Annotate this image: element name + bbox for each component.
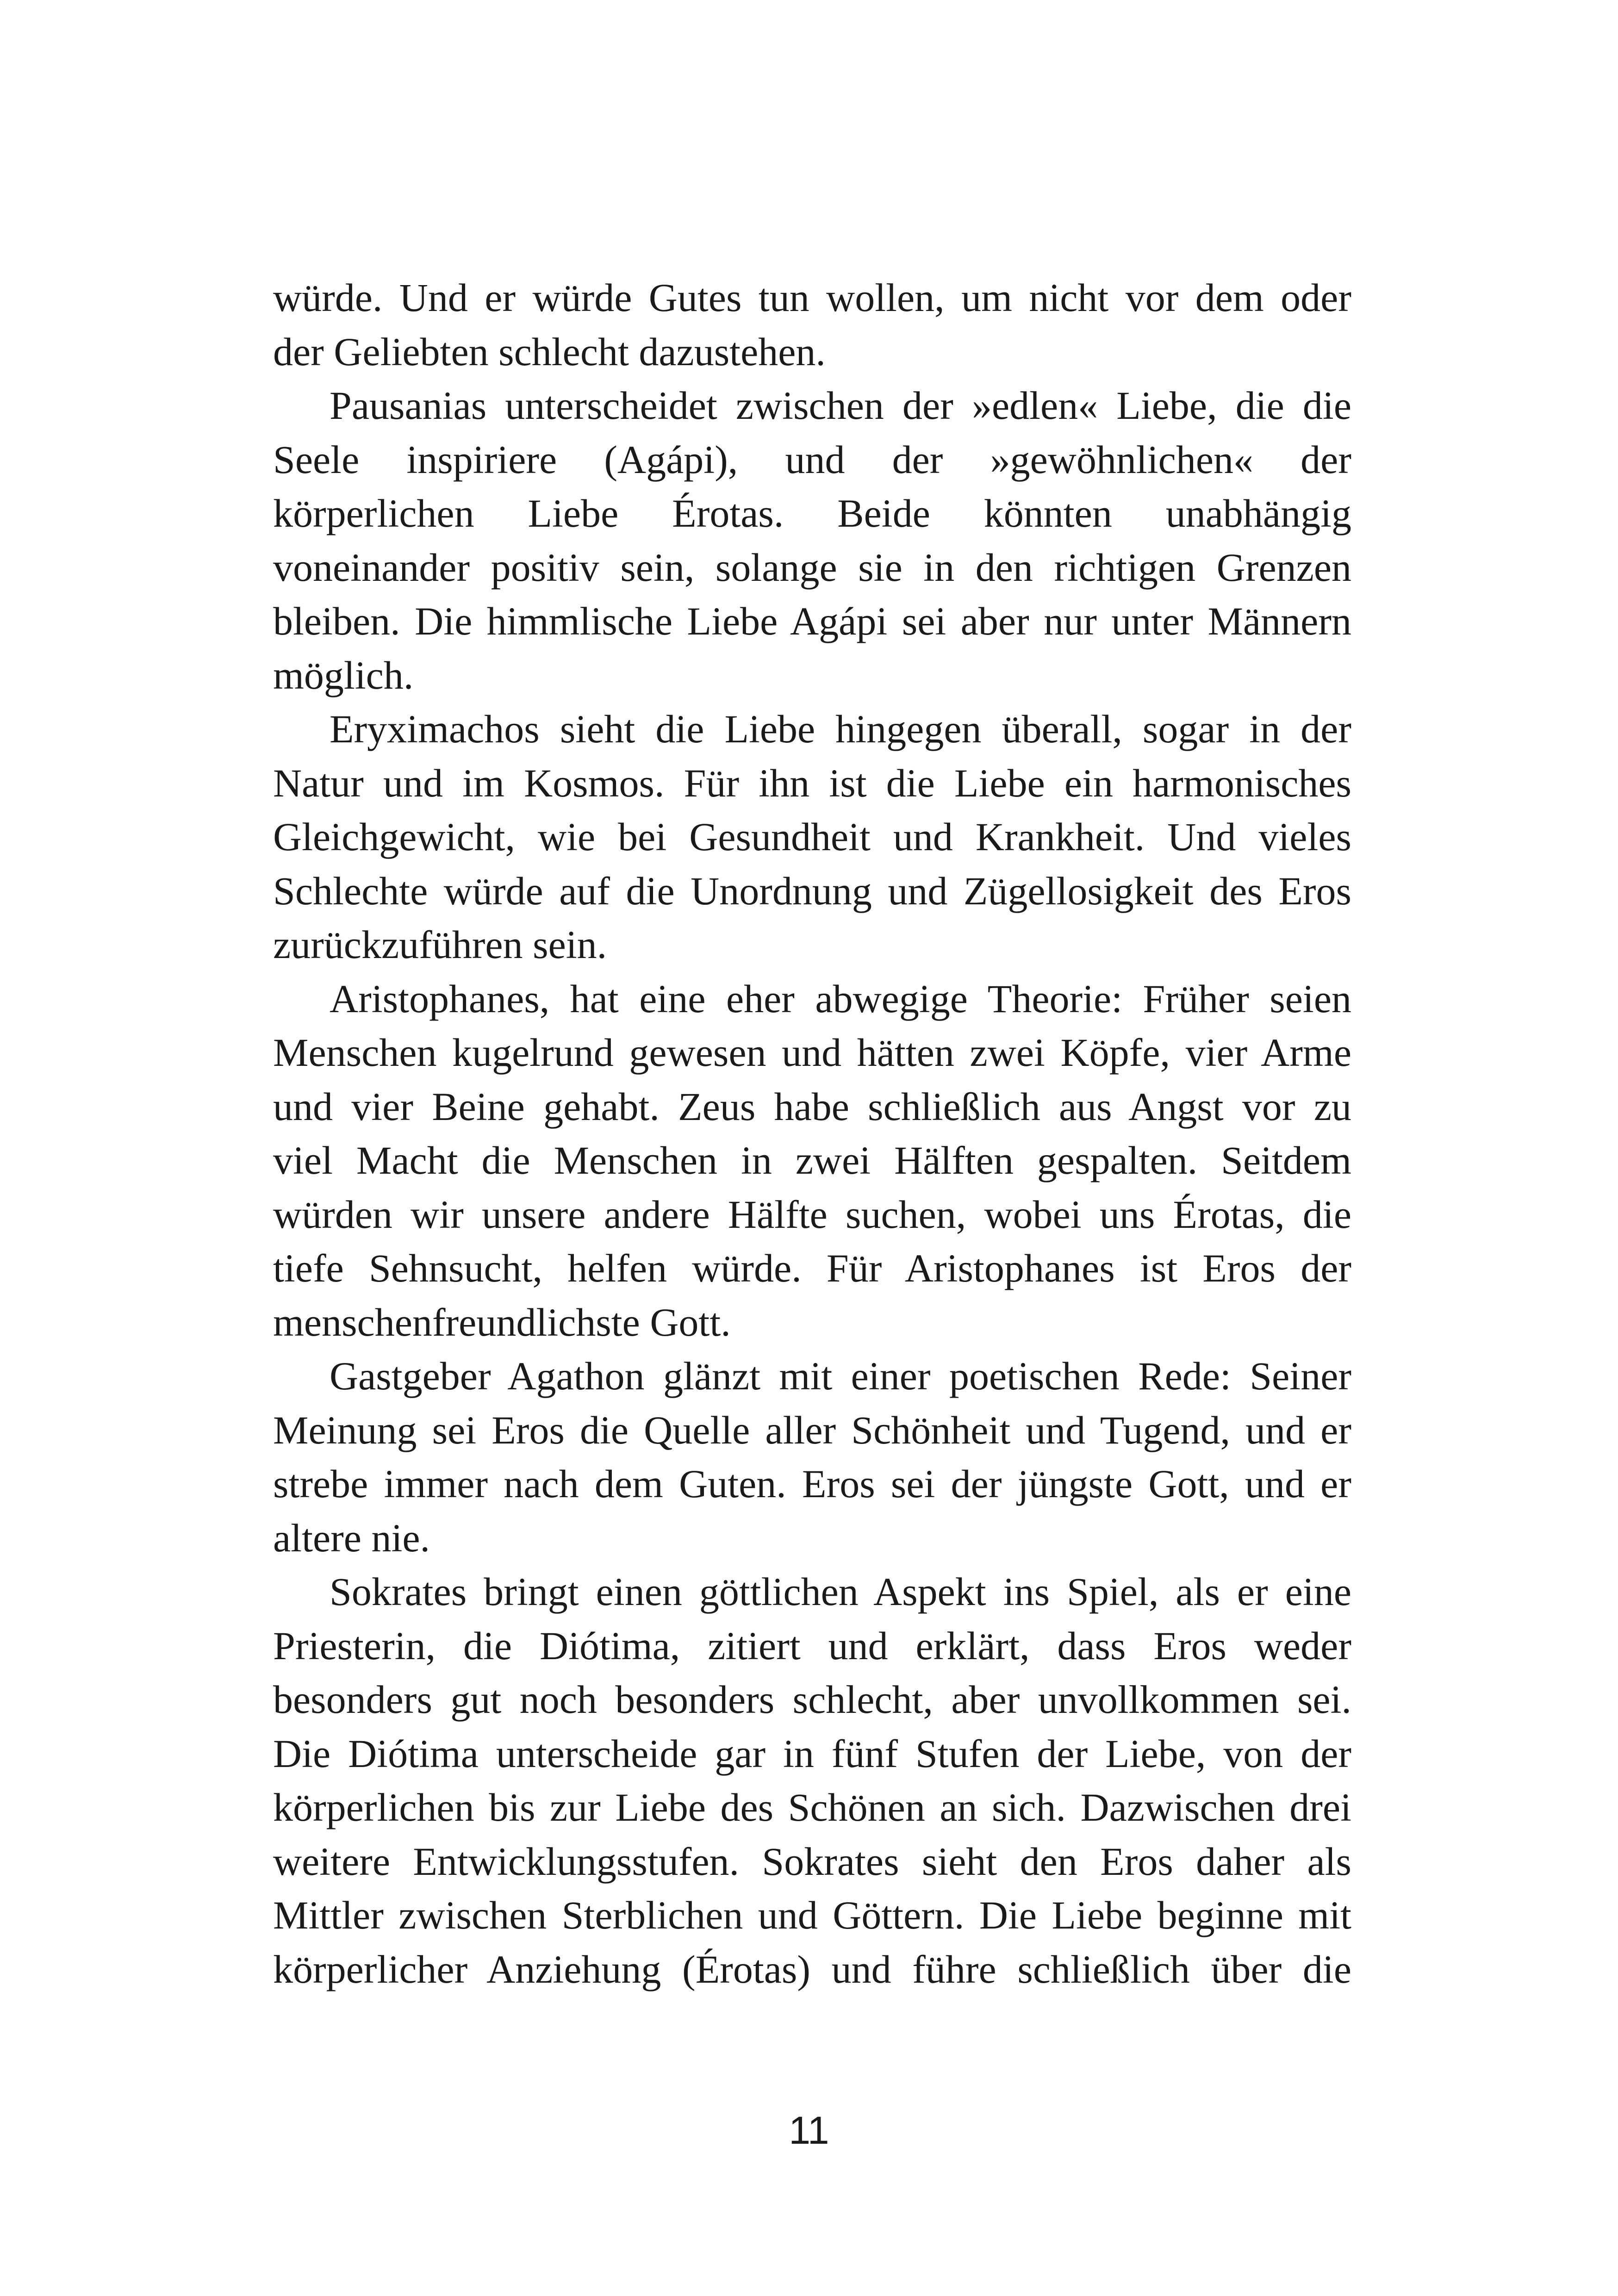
text-line: zurückzuführen sein. [273,922,607,967]
text-line: Meinung sei Eros die Quelle aller Schönheit und Tugend, und er [273,1407,1351,1452]
text-line: besonders gut noch besonders schlecht, aber unvollkommen sei. [273,1677,1351,1722]
page-number: 11 [789,2109,829,2152]
text-line: würde. Und er würde Gutes tun wollen, um nicht vor dem oder [273,275,1351,320]
text-line: altere nie. [273,1515,430,1560]
text-line: Pausanias unterscheidet zwischen der »edlen« Liebe, die die [330,383,1351,428]
body-text [273,271,1351,1996]
paragraph-6 [273,1565,1351,1996]
text-line: Eryximachos sieht die Liebe hingegen überall, sogar in der [330,707,1351,751]
text-line: Gleichgewicht, wie bei Gesundheit und Krankheit. Und vieles [273,815,1351,859]
text-line: strebe immer nach dem Guten. Eros sei der jüngste Gott, und er [273,1462,1351,1506]
text-line: bleiben. Die himmlische Liebe Agápi sei aber nur unter Männern [273,599,1351,643]
text-line: voneinander positiv sein, solange sie in den richtigen Grenzen [273,545,1351,590]
paragraph-5 [273,1349,1351,1565]
text-line: körperlichen Liebe Érotas. Beide könnten unabhängig [273,491,1351,535]
text-line: menschenfreundlichste Gott. [273,1300,731,1344]
text-line: körperlicher Anziehung (Érotas) und führe schließlich über die [273,1947,1351,1991]
text-line: Die Diótima unterscheide gar in fünf Stufen der Liebe, von der [273,1731,1351,1776]
text-line: Menschen kugelrund gewesen und hätten zwei Köpfe, vier Arme [273,1030,1351,1075]
text-line: und vier Beine gehabt. Zeus habe schließlich aus Angst vor zu [273,1084,1351,1129]
text-line: Aristophanes, hat eine eher abwegige Theorie: Früher seien [330,976,1351,1021]
paragraph-1 [273,271,1351,379]
paragraph-2 [273,379,1351,702]
text-line: Gastgeber Agathon glänzt mit einer poetischen Rede: Seiner [330,1354,1351,1398]
text-line: würden wir unsere andere Hälfte suchen, wobei uns Érotas, die [273,1192,1351,1237]
paragraph-3 [273,702,1351,972]
paragraph-4 [273,972,1351,1350]
text-line: der Geliebten schlecht dazustehen. [273,329,826,374]
text-line: Schlechte würde auf die Unordnung und Zügellosigkeit des Eros [273,868,1351,913]
text-line: weitere Entwicklungsstufen. Sokrates sieht den Eros daher als [273,1839,1351,1884]
text-line: möglich. [273,653,414,697]
text-line: tiefe Sehnsucht, helfen würde. Für Aristophanes ist Eros der [273,1246,1351,1290]
text-line: körperlichen bis zur Liebe des Schönen an sich. Dazwischen drei [273,1785,1351,1829]
text-line: viel Macht die Menschen in zwei Hälften gespalten. Seitdem [273,1138,1351,1182]
text-line: Seele inspiriere (Agápi), und der »gewöhnlichen« der [273,437,1351,482]
text-line: Sokrates bringt einen göttlichen Aspekt ins Spiel, als er eine [330,1569,1351,1614]
text-line: Natur und im Kosmos. Für ihn ist die Liebe ein harmonisches [273,760,1351,805]
text-line: Priesterin, die Diótima, zitiert und erklärt, dass Eros weder [273,1623,1351,1668]
text-line: Mittler zwischen Sterblichen und Göttern. Die Liebe beginne mit [273,1893,1351,1937]
